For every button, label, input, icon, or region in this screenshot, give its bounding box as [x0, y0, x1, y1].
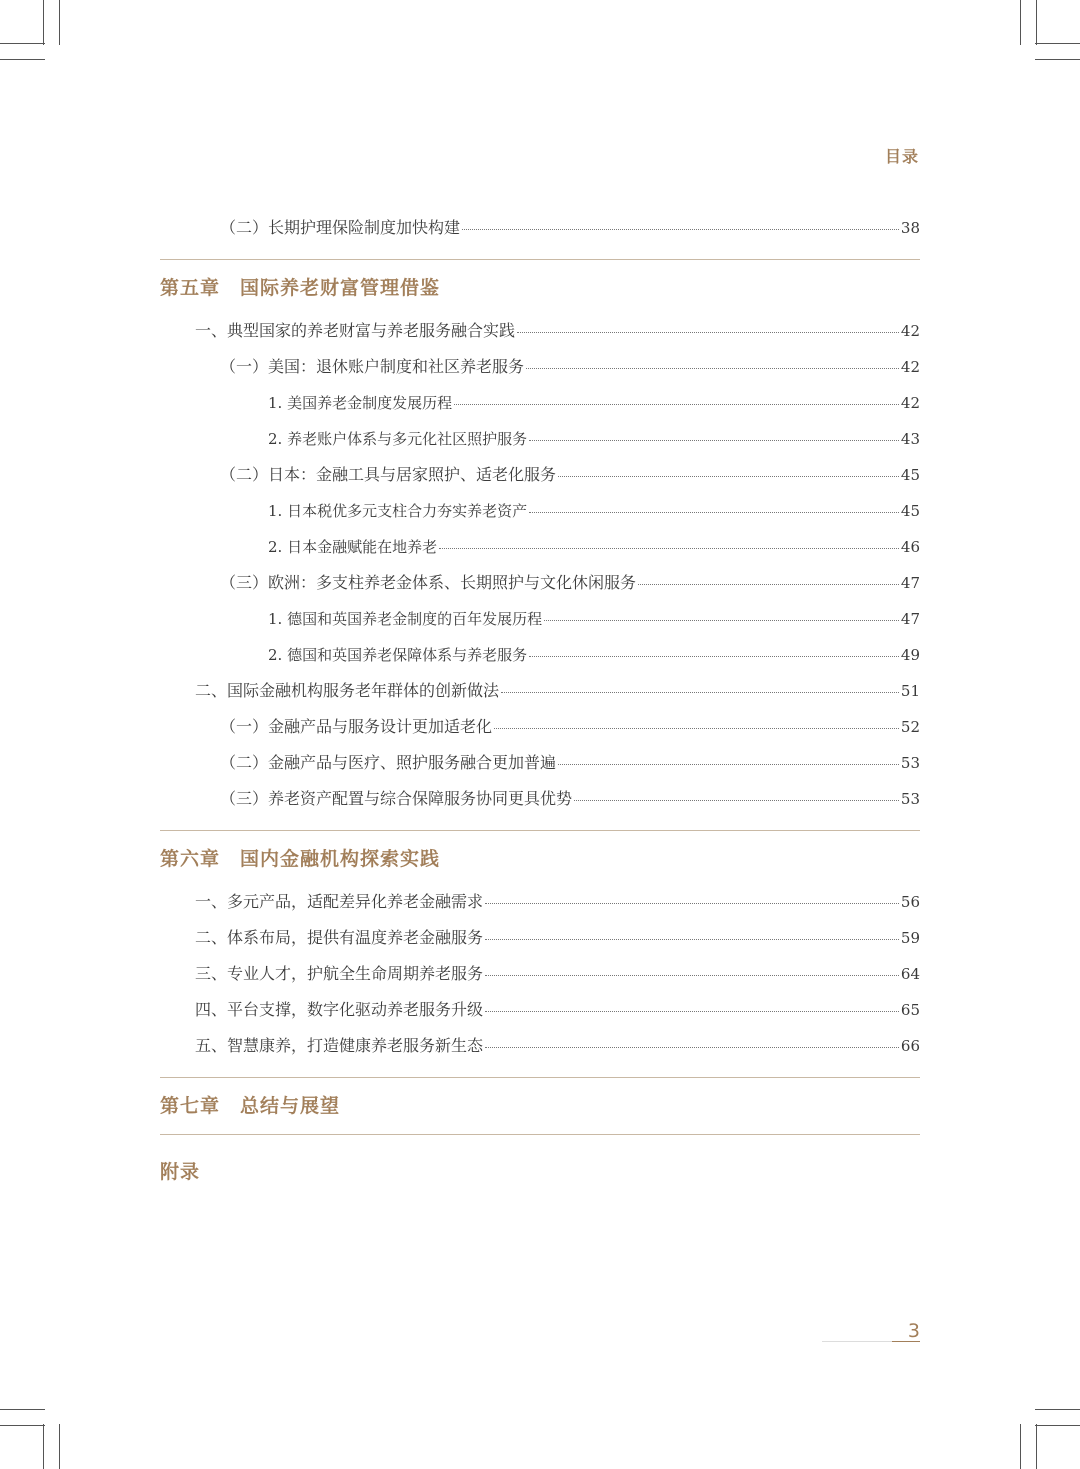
toc-entry-page: 42	[900, 358, 920, 376]
chapter-number: 第七章	[160, 1095, 221, 1117]
toc-entry-page: 56	[900, 893, 920, 911]
toc-entry[interactable]	[160, 964, 920, 984]
toc-entry-page: 66	[900, 1037, 920, 1055]
chapter-heading-6[interactable]	[160, 844, 440, 871]
toc-entry-text: （一）金融产品与服务设计更加适老化	[220, 717, 493, 736]
leader-dots	[485, 903, 899, 904]
toc-entry[interactable]	[160, 218, 920, 238]
toc-entry-page: 59	[900, 929, 920, 947]
leader-dots	[529, 512, 899, 513]
toc-entry-page: 38	[900, 219, 920, 237]
toc-entry-text: 1. 美国养老金制度发展历程	[268, 394, 453, 412]
chapter-title: 总结与展望	[240, 1095, 341, 1117]
leader-dots	[494, 728, 899, 729]
toc-entry-text: 1. 德国和英国养老金制度的百年发展历程	[268, 610, 543, 628]
toc-entry[interactable]	[160, 537, 920, 557]
toc-entry[interactable]	[160, 573, 920, 593]
leader-dots	[485, 1011, 899, 1012]
divider	[160, 259, 920, 260]
toc-entry-page: 64	[900, 965, 920, 983]
leader-dots	[501, 692, 899, 693]
toc-entry-text: 一、多元产品，适配差异化养老金融需求	[195, 892, 484, 911]
toc-entry[interactable]	[160, 501, 920, 521]
toc-entry-page: 53	[900, 790, 920, 808]
toc-entry[interactable]	[160, 789, 920, 809]
leader-dots	[485, 939, 899, 940]
toc-entry-text: （二）日本：金融工具与居家照护、适老化服务	[220, 465, 557, 484]
toc-entry-text: 2. 德国和英国养老保障体系与养老服务	[268, 646, 528, 664]
toc-entry-text: 五、智慧康养，打造健康养老服务新生态	[195, 1036, 484, 1055]
toc-entry-page: 65	[900, 1001, 920, 1019]
leader-dots	[638, 584, 899, 585]
toc-entry-text: 二、体系布局，提供有温度养老金融服务	[195, 928, 484, 947]
toc-entry-text: （二）长期护理保险制度加快构建	[220, 218, 461, 237]
toc-entry-page: 51	[900, 682, 920, 700]
leader-dots	[485, 975, 899, 976]
leader-dots	[529, 656, 899, 657]
leader-dots	[454, 404, 899, 405]
toc-entry-text: （三）欧洲：多支柱养老金体系、长期照护与文化休闲服务	[220, 573, 637, 592]
toc-entry[interactable]	[160, 465, 920, 485]
leader-dots	[529, 440, 899, 441]
toc-entry-text: （三）养老资产配置与综合保障服务协同更具优势	[220, 789, 573, 808]
divider	[160, 830, 920, 831]
chapter-title: 国内金融机构探索实践	[240, 848, 441, 870]
toc-entry-page: 42	[900, 322, 920, 340]
leader-dots	[462, 229, 899, 230]
toc-entry-page: 47	[900, 574, 920, 592]
toc-entry-text: 1. 日本税优多元支柱合力夯实养老资产	[268, 502, 528, 520]
toc-entry-page: 46	[900, 538, 920, 556]
leader-dots	[558, 764, 899, 765]
toc-entry-text: 三、专业人才，护航全生命周期养老服务	[195, 964, 484, 983]
toc-entry[interactable]	[160, 1036, 920, 1056]
toc-entry[interactable]	[160, 321, 920, 341]
divider	[160, 1134, 920, 1135]
toc-entry-page: 42	[900, 394, 920, 412]
toc-entry[interactable]	[160, 645, 920, 665]
toc-entry-text: （一）美国：退休账户制度和社区养老服务	[220, 357, 525, 376]
toc-entry-text: 四、平台支撑，数字化驱动养老服务升级	[195, 1000, 484, 1019]
appendix-title: 附录	[160, 1161, 201, 1183]
appendix-heading[interactable]	[160, 1157, 200, 1184]
toc-entry-text: （二）金融产品与医疗、照护服务融合更加普遍	[220, 753, 557, 772]
toc-entry[interactable]	[160, 357, 920, 377]
chapter-number: 第五章	[160, 277, 221, 299]
chapter-title: 国际养老财富管理借鉴	[240, 277, 441, 299]
toc-entry-page: 45	[900, 466, 920, 484]
toc-entry[interactable]	[160, 717, 920, 737]
toc-entry[interactable]	[160, 429, 920, 449]
toc-entry-page: 43	[900, 430, 920, 448]
chapter-heading-5[interactable]	[160, 273, 440, 300]
toc-entry-page: 49	[900, 646, 920, 664]
toc-entry-page: 53	[900, 754, 920, 772]
toc-entry[interactable]	[160, 681, 920, 701]
leader-dots	[485, 1047, 899, 1048]
toc-entry-text: 一、典型国家的养老财富与养老服务融合实践	[195, 321, 516, 340]
page-header-title: 目录	[884, 147, 919, 166]
toc-entry[interactable]	[160, 393, 920, 413]
page-number: 3	[907, 1320, 920, 1342]
leader-dots	[544, 620, 899, 621]
leader-dots	[439, 548, 899, 549]
leader-dots	[526, 368, 899, 369]
leader-dots	[574, 800, 899, 801]
toc-entry-text: 2. 日本金融赋能在地养老	[268, 538, 438, 556]
toc-entry[interactable]	[160, 1000, 920, 1020]
toc-entry[interactable]	[160, 928, 920, 948]
divider	[160, 1077, 920, 1078]
toc-entry-page: 47	[900, 610, 920, 628]
toc-entry-page: 45	[900, 502, 920, 520]
toc-entry-page: 52	[900, 718, 920, 736]
chapter-heading-7[interactable]	[160, 1091, 340, 1118]
leader-dots	[558, 476, 899, 477]
toc-entry[interactable]	[160, 892, 920, 912]
toc-entry[interactable]	[160, 609, 920, 629]
toc-entry-text: 二、国际金融机构服务老年群体的创新做法	[195, 681, 500, 700]
chapter-number: 第六章	[160, 848, 221, 870]
toc-entry-text: 2. 养老账户体系与多元化社区照护服务	[268, 430, 528, 448]
leader-dots	[517, 332, 899, 333]
toc-entry[interactable]	[160, 753, 920, 773]
